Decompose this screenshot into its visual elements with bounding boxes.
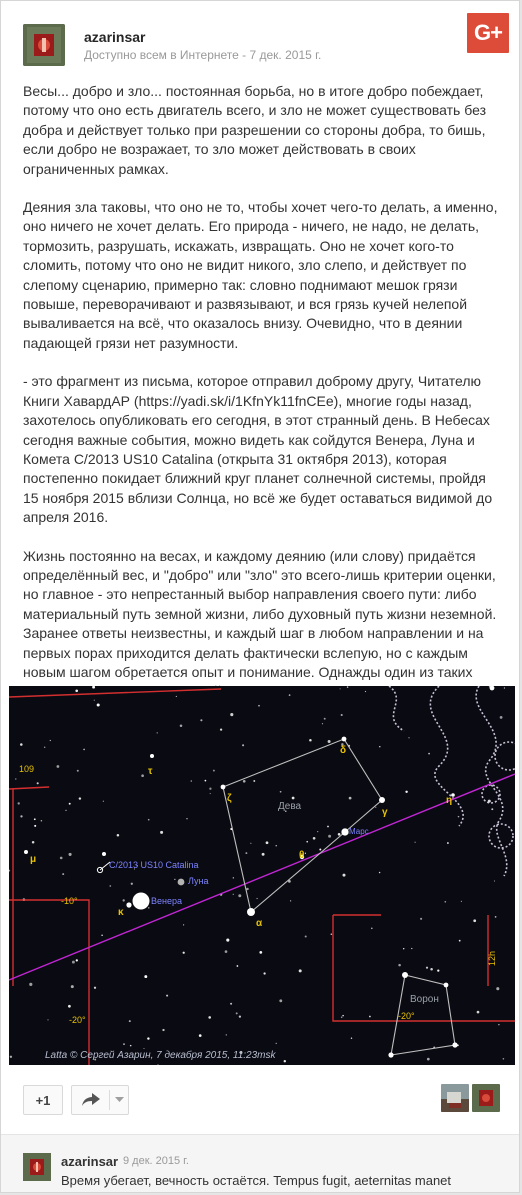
comment-author-avatar[interactable] — [23, 1153, 51, 1181]
background-star — [176, 696, 177, 697]
background-star — [123, 899, 125, 901]
background-star — [258, 705, 260, 707]
background-star — [77, 770, 79, 772]
share-divider — [109, 1090, 110, 1110]
post-visibility[interactable]: Доступно всем в Интернете — [84, 48, 239, 62]
background-star — [340, 688, 341, 689]
background-star — [411, 948, 412, 949]
background-star — [408, 737, 409, 738]
background-star — [263, 972, 265, 974]
user-avatar-image — [441, 1084, 469, 1112]
background-star — [20, 815, 22, 817]
background-star — [327, 826, 329, 828]
background-star — [317, 831, 318, 832]
background-star — [199, 1034, 202, 1037]
background-star — [65, 810, 66, 811]
mu-label: μ — [30, 854, 37, 865]
zeta-label: ζ — [227, 793, 232, 804]
background-star — [239, 1015, 241, 1017]
background-star — [343, 874, 346, 877]
background-star — [109, 885, 111, 887]
background-star — [68, 1005, 71, 1008]
background-star — [365, 691, 366, 692]
mars-label: Марс — [349, 827, 369, 836]
background-star — [34, 825, 36, 827]
background-star — [503, 1058, 505, 1060]
alpha-label: α — [256, 918, 263, 929]
background-star — [379, 746, 380, 747]
background-star — [225, 950, 228, 953]
background-star — [71, 985, 74, 988]
background-star — [444, 901, 446, 903]
dec-minus20-left-label: -20° — [69, 1015, 86, 1025]
background-star — [226, 1034, 227, 1035]
background-star — [144, 975, 147, 978]
background-star — [210, 793, 211, 794]
background-star — [495, 916, 497, 918]
share-button[interactable] — [71, 1085, 129, 1115]
background-star — [284, 1060, 286, 1062]
mars-planet — [341, 828, 348, 835]
background-star — [420, 918, 422, 920]
background-star — [459, 940, 461, 942]
background-star — [44, 747, 45, 748]
background-star — [331, 933, 332, 934]
background-star — [148, 819, 150, 821]
background-star — [289, 694, 291, 696]
theta-label: θ — [299, 850, 305, 861]
comment-date[interactable]: 9 дек. 2015 г. — [123, 1155, 189, 1167]
background-star — [236, 1012, 238, 1014]
post-paragraph-2: Деяния зла таковы, что оно не то, чтобы хочет чего-то делать, а именно, оно ничего не хочет делать. Его природа - ничего, не надо, не делать, тормозить, разрушать, искажать, извращать. Оно не хочет кого-то сломить, потому что оно не видит никого, зло слепо, и действует по слепому сценарию, примерно так: словно поднимают мешок грязи повыше, переворачивают и развязывают, и вся грязь кучей нелепой вываливается на всё, что оказалось внизу. Очевидно, что в деянии падающей грязи нет разумности. — [23, 199, 498, 351]
delta-label: δ — [340, 745, 347, 756]
num-109-label: 109 — [19, 764, 35, 774]
background-star — [342, 1015, 344, 1017]
background-star — [79, 797, 81, 799]
background-star — [458, 816, 460, 818]
background-star — [369, 1016, 371, 1018]
background-star — [129, 1020, 131, 1022]
background-star — [309, 739, 312, 742]
background-star — [238, 894, 241, 897]
background-star — [183, 924, 184, 925]
comment-author[interactable]: azarinsar — [61, 1154, 119, 1169]
comments-section — [1, 1134, 520, 1193]
background-star — [319, 848, 321, 850]
background-star — [428, 753, 430, 755]
background-star — [473, 919, 476, 922]
background-star — [379, 872, 381, 874]
post-paragraph-4: Жизнь постоянно на весах, и каждому деянию (или слову) придаётся определённый вес, и "добро" или "зло" это всего-лишь критерии оценки, но главное - это непрестанный выбор направления своего пути: либо материальный путь земной жизни, либо духовный путь жизни неземной. Заранее ответы неизвестны, и каждый шаг в любом направлении и на первых порах приходится делать фактически вслепую, но с каждым новым шагом обретается опыт и понимание. Однажды один из таких — [23, 547, 497, 680]
background-star — [131, 883, 133, 885]
background-star — [305, 853, 306, 854]
background-star — [276, 1043, 277, 1044]
background-star — [230, 1003, 232, 1005]
background-star — [246, 888, 248, 890]
background-star — [60, 857, 63, 860]
avatar-image — [23, 1153, 51, 1181]
background-star — [266, 841, 269, 844]
post-paragraph-1: Весы... добро и зло... постоянная борьба, но в итоге добро побеждает, потому что оно есть двигатель всего, и зло не может существовать без добра и действует только при разрешении со стороны добра, то бишь, если добро не возражает, то зло может действовать в своих ограниченных рамках. — [23, 83, 486, 177]
background-star — [157, 1064, 158, 1065]
background-star — [242, 744, 244, 746]
background-star — [494, 880, 495, 881]
dec-minus10-label: -10° — [61, 896, 78, 906]
star-map-credit: Latta © Сергей Азарин, 7 декабря 2015, 11:23msk — [45, 1050, 276, 1061]
comment-text: Время убегает, вечность остаётся. Tempus fugit, aeternitas manet — [61, 1173, 452, 1188]
background-star — [200, 719, 202, 721]
background-star — [259, 951, 262, 954]
background-star — [10, 1056, 12, 1058]
background-star — [233, 894, 234, 895]
plusone-user-avatar-1[interactable] — [441, 1084, 469, 1112]
background-star — [233, 877, 234, 878]
background-star — [437, 969, 439, 971]
background-star — [148, 907, 149, 908]
dec-minus20-right-label: -20° — [398, 1011, 415, 1021]
background-star — [426, 967, 428, 969]
post-date[interactable]: 7 дек. 2015 г. — [249, 48, 322, 62]
background-star — [243, 780, 246, 783]
background-star — [504, 687, 505, 688]
background-star — [313, 837, 316, 840]
post-body — [23, 82, 501, 760]
background-star — [305, 935, 307, 937]
background-star — [20, 743, 23, 746]
plusone-user-avatar-2[interactable] — [472, 1084, 500, 1112]
background-star — [496, 987, 499, 990]
background-star — [75, 689, 78, 692]
background-star — [166, 995, 168, 997]
background-star — [213, 770, 215, 772]
background-star — [349, 797, 352, 800]
background-star — [427, 1058, 430, 1061]
background-star — [299, 969, 302, 972]
venus-label: Венера — [151, 896, 182, 906]
background-star — [415, 842, 416, 843]
plus-one-button[interactable]: +1 — [23, 1085, 63, 1115]
background-star — [83, 749, 85, 751]
gamma-label: γ — [382, 807, 388, 818]
background-star — [162, 1029, 164, 1031]
star-map-svg — [9, 686, 515, 1065]
background-star — [97, 703, 100, 706]
background-star — [351, 1038, 352, 1039]
background-star — [57, 765, 60, 768]
kappa-label: κ — [118, 907, 124, 918]
background-star — [253, 780, 255, 782]
background-star — [174, 879, 175, 880]
background-star — [341, 714, 343, 716]
constellation-corvus-label: Ворон — [410, 994, 439, 1005]
background-star — [256, 898, 257, 899]
background-star — [130, 1045, 132, 1047]
background-star — [72, 961, 75, 964]
background-star — [103, 801, 104, 802]
background-star — [183, 952, 185, 954]
background-star — [191, 780, 193, 782]
background-star — [461, 901, 462, 902]
background-star — [141, 774, 144, 777]
background-star — [76, 959, 78, 961]
background-star — [50, 740, 51, 741]
background-star — [230, 713, 233, 716]
background-star — [328, 740, 331, 743]
meta-separator: - — [242, 48, 250, 62]
author-avatar[interactable] — [23, 24, 65, 66]
share-arrow-icon — [82, 1093, 100, 1107]
background-star — [280, 791, 282, 793]
background-star — [94, 987, 96, 989]
avatar-image — [23, 24, 65, 66]
post-meta — [84, 48, 321, 62]
venus-planet — [133, 893, 150, 910]
moon-label: Луна — [188, 876, 209, 886]
constellation-virgo-label: Дева — [278, 801, 302, 812]
background-star — [375, 807, 376, 808]
post-author[interactable]: azarinsar — [84, 29, 146, 45]
background-star — [69, 853, 72, 856]
background-star — [324, 718, 326, 720]
background-star — [160, 831, 163, 834]
user-avatar-image — [472, 1084, 500, 1112]
background-star — [123, 1043, 125, 1045]
background-star — [226, 939, 229, 942]
tau-label: τ — [148, 766, 153, 777]
background-star — [237, 965, 239, 967]
background-star — [341, 1016, 342, 1017]
background-star — [117, 834, 120, 837]
background-star — [500, 716, 503, 719]
background-star — [147, 1037, 149, 1039]
background-star — [430, 968, 433, 971]
background-star — [29, 983, 32, 986]
moon-planet — [178, 879, 185, 886]
background-star — [328, 835, 331, 838]
background-star — [18, 802, 20, 804]
background-star — [32, 841, 34, 844]
background-star — [157, 732, 158, 733]
star-map-image[interactable] — [9, 686, 515, 1065]
comet-label: C/2013 US10 Catalina — [109, 860, 199, 870]
background-star — [290, 900, 291, 901]
background-star — [250, 843, 251, 844]
background-star — [292, 797, 295, 800]
background-star — [477, 1011, 480, 1014]
background-star — [276, 845, 277, 846]
google-plus-icon[interactable]: G+ — [467, 13, 509, 53]
background-star — [186, 818, 187, 819]
background-star — [34, 818, 36, 820]
chevron-down-icon[interactable] — [115, 1097, 124, 1103]
background-star — [322, 723, 323, 724]
ra-12h-label: 12h — [487, 950, 497, 966]
eta-label: η — [446, 795, 453, 806]
post-paragraph-3: - это фрагмент из письма, которое отправил доброму другу, Читателю Книги ХавардАР (https://yadi.sk/i/1KfnYk11fnCEe), многие годы назад, захотелось опубликовать его сегодня, в этот странный день. В Небесах сегодня важные события, можно видеть как сойдутся Венера, Луна и Комета C/2013 US10 Catalina (открыта 31 октября 2013), которая постепенно покидает ближний круг планет солнечной системы, пройдя 15 ноября 2015 вблизи Солнца, но всё же будет оставаться видимой до апреля 2016. — [23, 373, 493, 526]
background-star — [491, 808, 493, 810]
background-star — [447, 842, 449, 844]
background-star — [37, 782, 39, 784]
background-star — [15, 778, 16, 779]
background-star — [208, 1016, 211, 1019]
background-star — [498, 1024, 500, 1026]
background-star — [101, 934, 103, 936]
background-star — [245, 852, 247, 854]
background-star — [94, 700, 95, 701]
background-star — [205, 780, 207, 782]
background-star — [220, 728, 222, 730]
background-star — [405, 791, 407, 793]
background-star — [262, 853, 265, 856]
background-star — [209, 788, 211, 790]
background-star — [180, 724, 183, 727]
background-star — [69, 803, 71, 805]
background-star — [398, 964, 401, 967]
background-star — [62, 873, 64, 875]
background-star — [41, 820, 43, 822]
background-star — [279, 999, 282, 1002]
background-star — [306, 841, 308, 843]
background-star — [47, 1019, 48, 1020]
post-actions — [1, 1081, 520, 1121]
background-star — [338, 833, 341, 836]
background-star — [143, 1048, 144, 1049]
background-star — [371, 928, 373, 930]
background-star — [403, 948, 404, 949]
background-star — [347, 686, 348, 687]
